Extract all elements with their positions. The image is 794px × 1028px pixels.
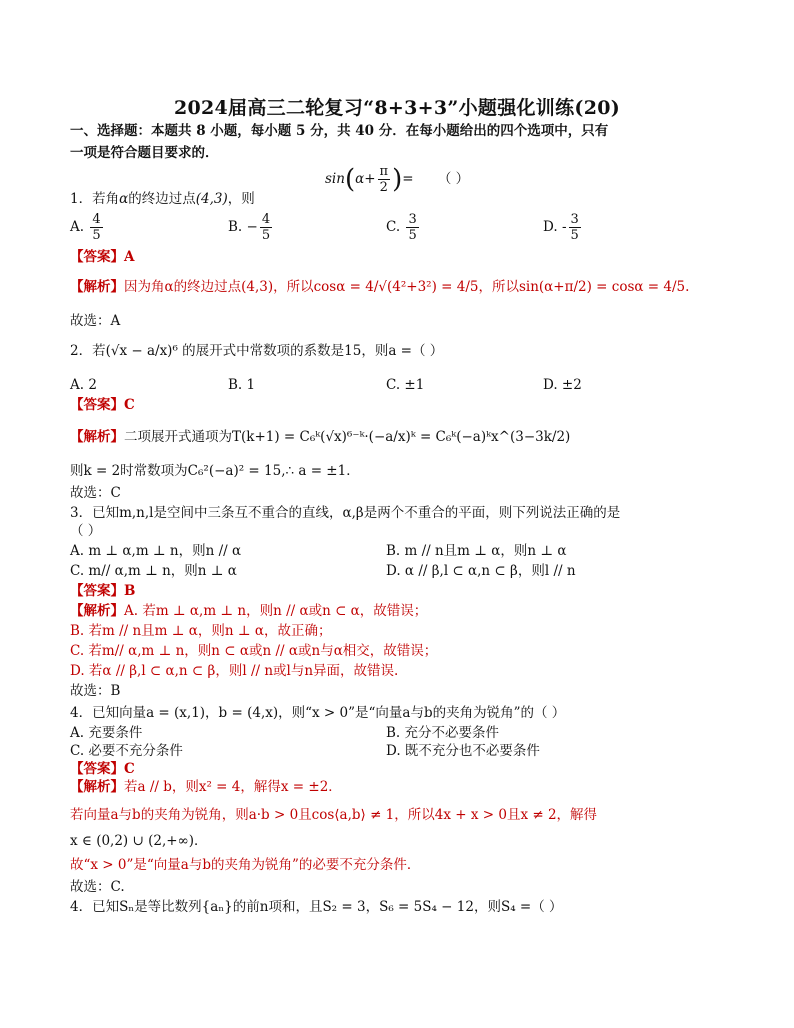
q3-paren: （ ） — [70, 523, 102, 539]
q2-stem: 2．若(√x − a/x)⁶ 的展开式中常数项的系数是15，则a =（ ） — [70, 343, 444, 359]
q4-answer: 【答案】C — [70, 761, 135, 777]
q3-option-a: A. m ⊥ α,m ⊥ n，则n // α — [70, 543, 242, 559]
q3-stem: 3．已知m,n,l是空间中三条互不重合的直线，α,β是两个不重合的平面，则下列说法正确的是 — [70, 505, 621, 521]
q1-choose: 故选：A — [70, 313, 121, 329]
q3-choose: 故选：B — [70, 683, 121, 699]
q4-stem: 4．已知向量a = (x,1)，b = (4,x)，则“x > 0”是“向量a与b的夹角为锐角”的（ ） — [70, 705, 566, 721]
q5-stem: 4．已知Sₙ是等比数列{aₙ}的前n项和，且S₂ = 3，S₆ = 5S₄ − 12，则S₄ =（ ） — [70, 899, 563, 915]
q4-choose: 故选：C. — [70, 879, 125, 895]
q4-analysis-1: 【解析】若a // b，则x² = 4，解得x = ±2． — [70, 779, 342, 795]
q1-answer: 【答案】A — [70, 249, 135, 265]
page-title: 2024届高三二轮复习“8+3+3”小题强化训练(20) — [173, 97, 621, 119]
q2-option-a: A. 2 — [70, 377, 97, 393]
q2-analysis: 【解析】二项展开式通项为T(k+1) = C₆ᵏ(√x)⁶⁻ᵏ·(−a/x)ᵏ = C₆ᵏ(−a)ᵏx^(3−3k/2) — [70, 429, 571, 445]
q3-option-d: D. α // β,l ⊂ α,n ⊂ β，则l // n — [386, 563, 576, 579]
q3-option-c: C. m// α,m ⊥ n，则n ⊥ α — [70, 563, 237, 579]
q1-sin-expression: sin(α+ $\frac{\pi}{2}$ )= （ ） — [325, 164, 470, 195]
q1-option-b: B. − $\frac{4}{5}$ — [228, 212, 271, 243]
q2-analysis-line2: 则k = 2时常数项为C₆²(−a)² = 15,∴ a = ±1． — [70, 463, 360, 479]
q2-choose: 故选：C — [70, 485, 121, 501]
q1-option-a: A. $\frac{4}{5}$ — [70, 212, 101, 243]
q3-analysis-b: B. 若m // n且m ⊥ α，则n ⊥ α，故正确； — [70, 623, 332, 639]
q3-option-b: B. m // n且m ⊥ α，则n ⊥ α — [386, 543, 567, 559]
q3-analysis-a: 【解析】A. 若m ⊥ α,m ⊥ n，则n // α或n ⊂ α，故错误； — [70, 603, 428, 619]
q3-analysis-d: D. 若α // β,l ⊂ α,n ⊂ β，则l // n或l与n异面，故错误. — [70, 663, 399, 679]
q4-option-c: C. 必要不充分条件 — [70, 743, 183, 759]
section-heading-line1: 一、选择题：本题共 8 小题，每小题 5 分，共 40 分．在每小题给出的四个选项中，只有 — [70, 123, 609, 139]
q4-option-a: A. 充要条件 — [70, 725, 143, 741]
q2-option-b: B. 1 — [228, 377, 256, 393]
q4-option-d: D. 既不充分也不必要条件 — [386, 743, 540, 759]
section-heading-line2: 一项是符合题目要求的． — [70, 145, 219, 161]
q4-option-b: B. 充分不必要条件 — [386, 725, 500, 741]
q3-analysis-c: C. 若m// α,m ⊥ n，则n ⊂ α或n // α或n与α相交，故错误； — [70, 643, 438, 659]
q4-analysis-3: x ∈ (0,2) ∪ (2,+∞)． — [70, 833, 208, 849]
q2-option-c: C. ±1 — [386, 377, 425, 393]
q2-answer: 【答案】C — [70, 397, 135, 413]
q1-option-c: C. $\frac{3}{5}$ — [386, 212, 417, 243]
q1-option-d: D. - $\frac{3}{5}$ — [543, 212, 579, 243]
q3-answer: 【答案】B — [70, 583, 136, 599]
q2-option-d: D. ±2 — [543, 377, 582, 393]
q4-analysis-4: 故“x > 0”是“向量a与b的夹角为锐角”的必要不充分条件． — [70, 857, 421, 873]
q4-analysis-2: 若向量a与b的夹角为锐角，则a·b > 0且cos⟨a,b⟩ ≠ 1，所以4x + x > 0且x ≠ 2，解得 — [70, 807, 598, 823]
q1-analysis: 【解析】因为角α的终边过点(4,3)，所以cosα = 4/√(4²+3²) = 4/5，所以sin(α+π/2) = cosα = 4/5. — [70, 279, 690, 295]
q1-stem: 1．若角α的终边过点(4,3)，则 — [70, 191, 255, 207]
